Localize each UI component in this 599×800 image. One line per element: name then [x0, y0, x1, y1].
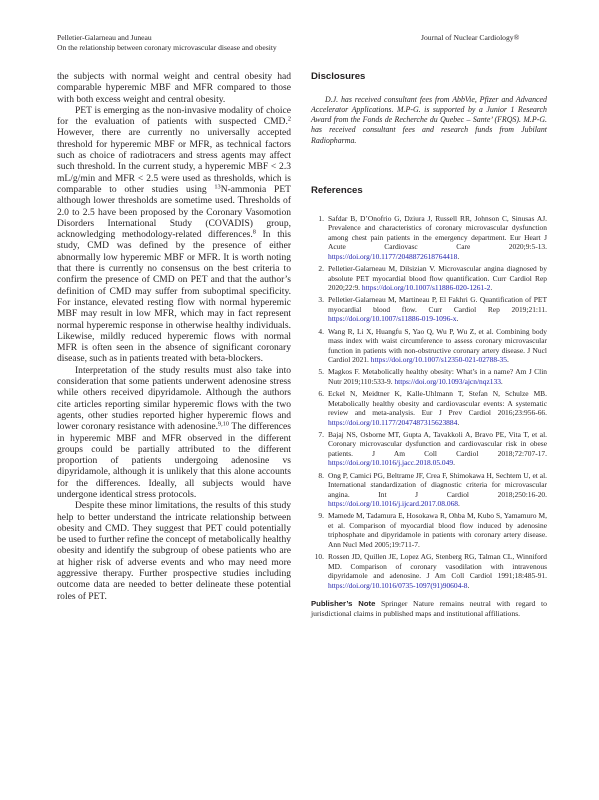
reference-end: .: [457, 417, 460, 427]
reference-text: Magkos F. Metabolically healthy obesity: What’s in a name? Am J Clin Nutr 2019;110:533-9.: [328, 367, 547, 386]
reference-item: [311, 367, 547, 386]
reference-text: Mamede M, Tadamura E, Hosokawa R, Ohba M, Kubo S, Yamamuro M, et al. Comparison of myocardial blood flow induced by adenosine triphosphate and dipyridamole in patients with coronary artery disease. Ann Nucl Med 2005;19:711-7.: [328, 511, 547, 550]
reference-number: 10.: [314, 552, 324, 562]
disclosures-text: D.J. has received consultant fees from AbbVie, Pfizer and Advanced Accelerator Applications. M.P-G. is supported by a Junior 1 Research Award from the Fonds de Recherche du Quebec – Sante’ (FRQS). M.P-G. has received consultant fees and research funds from Jubilant Radiopharma.: [311, 95, 547, 145]
publisher-note-label: Publisher’s Note: [311, 599, 376, 609]
reference-text: Pelletier-Galarneau M, Dilsizian V. Microvascular angina diagnosed by absolute PET myocardial blood flow quantification. Curr Cardiol Rep 2020;22:9.: [328, 264, 547, 293]
reference-list: [311, 214, 547, 591]
left-column: [57, 71, 291, 602]
reference-item: [311, 214, 547, 262]
header-article-title: On the relationship between coronary microvascular disease and obesity: [57, 43, 277, 52]
reference-item: [311, 511, 547, 549]
reference-text: Bajaj NS, Osborne MT, Gupta A, Tavakkoli A, Bravo PE, Vita T, et al. Coronary microvascular dysfunction and cardiovascular risk in obese patients. J Am Coll Cardiol 2018;72:707-17.: [328, 429, 547, 458]
doi-link[interactable]: https://doi.org/10.1007/s11886-020-1261-2: [361, 283, 491, 293]
superscript: 13: [214, 183, 221, 191]
reference-text: Wang R, Li X, Huangfu S, Yao Q, Wu P, Wu Z, et al. Combining body mass index with waist circumference to assess coronary microvascular function in patients with non-obstructive coronary artery disease. J Nucl Cardiol 2021.: [328, 326, 547, 365]
reference-number: 9.: [318, 511, 324, 521]
reference-text: Eckel N, Meidtner K, Kalle-Uhlmann T, Stefan N, Schulze MB. Metabolically healthy obesity and cardiovascular events: A systematic review and meta-analysis. Eur J Prev Cardiol 2016;23:956-66.: [328, 389, 547, 418]
right-column: [311, 71, 547, 619]
reference-end: .: [457, 251, 460, 261]
paragraph: the subjects with normal weight and central obesity had comparable hyperemic MBF and MFR compared to those with both excess weight and central obesity.: [57, 71, 291, 105]
header-journal-name: Journal of Nuclear Cardiology®: [421, 33, 520, 42]
reference-end: .: [506, 355, 509, 365]
reference-number: 6.: [318, 389, 324, 399]
citation[interactable]: 9,10: [217, 420, 230, 428]
reference-end: .: [467, 580, 470, 590]
reference-text: Safdar B, D’Onofrio G, Dziura J, Russell RR, Johnson C, Sinusas AJ. Prevalence and characteristics of coronary microvascular dysfunction among chest pain patients in the emergency department. Eur Heart J Acute Cardiovasc Care 2020;9:5-13.: [328, 213, 547, 252]
reference-item: [311, 264, 547, 293]
reference-number: 5.: [318, 367, 324, 377]
references-heading: References: [311, 184, 363, 196]
reference-text: Ong P, Camici PG, Beltrame JF, Crea F, Shimokawa H, Sechtem U, et al. International standardization of diagnostic criteria for microvascular angina. Int J Cardiol 2018;250:16-20.: [328, 470, 547, 499]
reference-text: Rossen JD, Quillen JE, Lopez AG, Stenberg RG, Talman CL, Winniford MD. Comparison of coronary vasodilation with intravenous dipyridamole and adenosine. J Am Coll Cardiol 1991;18:485-91.: [328, 552, 547, 581]
reference-item: [311, 552, 547, 590]
doi-link[interactable]: https://doi.org/10.1016/j.jacc.2018.05.049: [328, 458, 454, 468]
header-authors: Pelletier-Galarneau and Juneau: [57, 33, 152, 42]
reference-number: 3.: [318, 295, 324, 305]
paragraph: PET is emerging as the non-invasive modality of choice for the evaluation of patients with suspected CMD.$^2$ However, there are currently no universally accepted threshold for hyperemic MBF or MFR, as technical factors such as choice of radiotracers and stress agents may affect such threshold. In the current study, a hyperemic MBF < 2.3 mL/g/min and MFR < 2.5 were used as thresholds, which is comparable to other studies using $^{13}$N-ammonia PET although lower thresholds are sometime used. Thresholds of 2.0 to 2.5 have been proposed by the Coronary Vasomotion Disorders International Study (COVADIS) group, acknowledging methodology-related differences.$^8$ In this study, CMD was defined by the presence of either abnormally low hyperemic MBF or MFR. It is worth noting that there is currently no consensus on the best criteria to confirm the presence of CMD on PET and that the author’s definition of CMD may suffer from suboptimal specificity. For instance, elevated resting flow with normal hyperemic MBF may result in low MFR, which may in fact represent normal hyperemic response in otherwise healthy individuals. Likewise, mildly reduced hyperemic flows with normal MFR is often seen in the absence of significant coronary disease, such as in patients treated with beta-blockers.: [57, 104, 291, 365]
reference-end: .: [458, 499, 460, 509]
publisher-note-text: Springer Nature remains neutral with regard to jurisdictional claims in published maps and institutional affiliations.: [311, 599, 547, 619]
reference-item: [311, 471, 547, 509]
running-header: [57, 33, 277, 53]
disclosures-heading: Disclosures: [311, 71, 366, 82]
doi-link[interactable]: https://doi.org/10.1177/2047487315623884: [328, 417, 458, 427]
reference-end: .: [453, 458, 455, 468]
reference-text: Pelletier-Galarneau M, Martineau P, El Fakhri G. Quantification of PET myocardial blood flow. Curr Cardiol Rep 2019;21:11.: [328, 295, 547, 314]
doi-link[interactable]: https://doi.org/10.1016/j.ijcard.2017.08.068: [328, 499, 459, 509]
reference-number: 2.: [318, 264, 324, 274]
reference-end: .: [456, 314, 459, 324]
reference-item: [311, 430, 547, 468]
reference-number: 7.: [318, 429, 324, 439]
reference-number: 1.: [318, 213, 324, 223]
paragraph: Despite these minor limitations, the results of this study help to better understand the intricate relationship between obesity and CMD. They suggest that PET could potentially be used to further refine the concept of metabolically healthy obesity and identify the subgroup of obese patients who are at higher risk of adverse events and who may need more aggressive therapy. Further prospective studies including outcome data are needed to better delineate these potential roles of PET.: [57, 500, 291, 602]
reference-item: [311, 327, 547, 365]
citation[interactable]: 8: [252, 228, 256, 236]
citation[interactable]: 2: [287, 115, 291, 123]
doi-link[interactable]: https://doi.org/10.1007/s11886-019-1096-x: [328, 314, 457, 324]
paragraph: Interpretation of the study results must also take into consideration that some patients underwent adenosine stress while others received dipyridamole. Although the authors cite articles reporting similar hyperemic flows with the two agents, other studies reported higher hyperemic flows and lower coronary resistance with adenosine.$^{9,10}$ The differences in hyperemic MBF and MFR observed in the different groups could be partially attributed to the different proportion of patients undergoing adenosine vs dipyridamole, although it is unlikely that this alone accounts for the differences. Ideally, all subjects would have undergone identical stress protocols.: [57, 364, 291, 500]
reference-item: [311, 389, 547, 427]
doi-link[interactable]: https://doi.org/10.1177/2048872618764418: [328, 251, 458, 261]
reference-end: .: [490, 283, 493, 293]
publisher-note: [311, 599, 547, 619]
doi-link[interactable]: https://doi.org/10.1016/0735-1097(91)90604-8: [328, 580, 468, 590]
reference-end: .: [500, 376, 503, 386]
doi-link[interactable]: https://doi.org/10.1007/s12350-021-02788-35: [370, 355, 507, 365]
reference-number: 4.: [318, 326, 324, 336]
reference-number: 8.: [318, 470, 324, 480]
doi-link[interactable]: https://doi.org/10.1093/ajcn/nqz133: [394, 376, 501, 386]
reference-item: [311, 295, 547, 324]
